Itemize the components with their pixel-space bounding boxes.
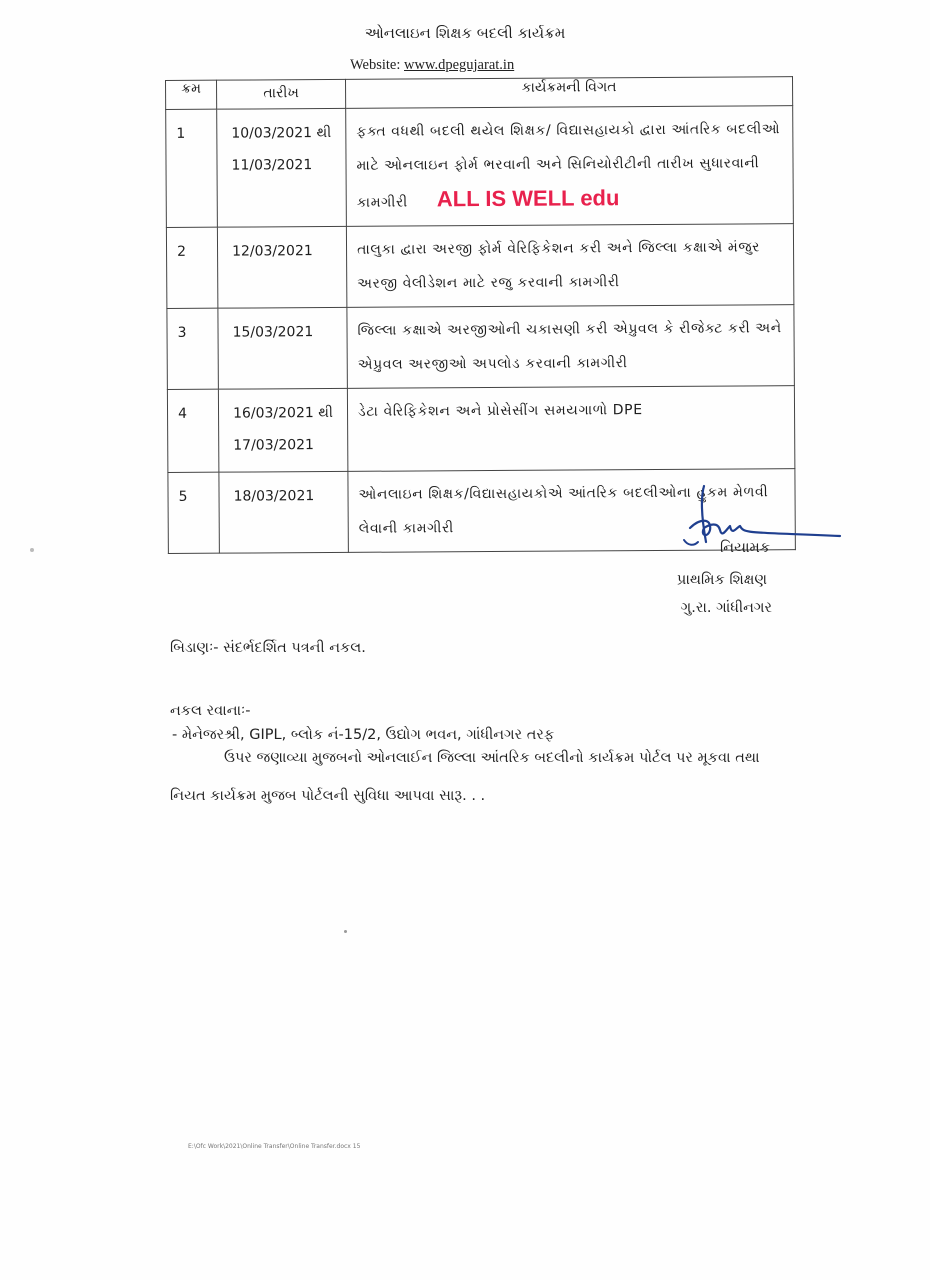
row-date [218, 307, 347, 389]
table-row [166, 224, 793, 309]
row-date-start: 10/03/2021 થી [231, 124, 332, 142]
table-row [167, 386, 794, 473]
row-number: 2 [166, 227, 217, 308]
table-row [167, 305, 794, 390]
file-path: E:\Ofc Work\2021\Online Transfer\Online Transfer.docx 15 [188, 1143, 361, 1150]
row-number: 5 [168, 472, 219, 553]
copy-to-purpose-line1 [224, 750, 760, 766]
row-date-end: 17/03/2021 [233, 437, 314, 454]
row-description [346, 106, 794, 227]
row-description: ડેટા વેરિફિકેશન અને પ્રોસેસીંગ સમયગાળો DPE [347, 386, 794, 472]
row-date [218, 388, 348, 472]
row-date-end: 11/03/2021 [231, 157, 313, 174]
enclosure-line: બિડાણઃ- સંદર્ભદર્શિત પત્રની નકલ. [170, 640, 366, 656]
row-date-start: 16/03/2021 થી [232, 404, 333, 422]
website-url: www.dpegujarat.in [404, 57, 515, 73]
row-description: ઓનલાઇન શિક્ષક/વિદ્યાસહાયકોએ આંતરિક બદલીઓના હુકમ મેળવી લેવાની કામગીરી [348, 469, 795, 553]
row-description: જિલ્લા કક્ષાએ અરજીઓની ચકાસણી કરી એપ્રુવલ કે રીજેક્ટ કરી અને એપ્રુવલ અરજીઓ અપલોડ કરવાની કામગીરી [347, 305, 794, 389]
copy-to-recipient: - મેનેજરશ્રી, GIPL, બ્લોક નં-15/2, ઉદ્યોગ ભવન, ગાંધીનગર તરફ [172, 727, 555, 743]
copy-to-purpose-line2: નિયત કાર્યક્રમ મુજબ પોર્ટલની સુવિધા આપવા સારૂ. . . [170, 788, 486, 804]
row-date-start: 18/03/2021 [233, 488, 315, 505]
website-line [350, 57, 514, 74]
header-description: કાર્યક્રમની વિગત [345, 77, 792, 109]
row-number: 1 [166, 109, 218, 227]
document-title: ઓનલાઇન શિક્ષક બદલી કાર્યક્રમ [364, 24, 566, 42]
row-date-start: 12/03/2021 [232, 243, 313, 260]
scan-speck [344, 930, 347, 933]
row-date [219, 471, 348, 553]
website-label: Website: [350, 57, 401, 73]
row-date [217, 108, 347, 227]
table-row [166, 106, 794, 228]
row-description-text: ફક્ત વધથી બદલી થયેલ શિક્ષક/ વિદ્યાસહાયકો દ્વારા આંતરિક બદલીઓ માટે ઓનલાઇન ફોર્મ ભરવાની અને સિનિયોરીટીની તારીખ સુધારવાની કામગીરી [356, 121, 781, 211]
copy-to-purpose-text1: ઉપર જણાવ્યા મુજબનો ઓનલાઈન જિલ્લા આંતરિક બદલીનો કાર્યક્રમ પોર્ટલ પર મૂકવા તથા [224, 750, 760, 766]
row-date-start: 15/03/2021 [232, 324, 314, 341]
table-header-row [166, 77, 793, 110]
signatory-department: પ્રાથમિક શિક્ષણ [676, 572, 767, 588]
header-number: ક્રમ [166, 80, 217, 109]
header-date: તારીખ [217, 79, 346, 109]
row-date [217, 226, 346, 308]
row-number: 3 [167, 308, 218, 389]
watermark-text: ALL IS WELL edu [436, 185, 620, 212]
row-number: 4 [167, 389, 219, 472]
signatory-place: ગુ.રા. ગાંધીનગર [680, 600, 772, 616]
scan-speck [30, 548, 34, 552]
copy-to-label: નકલ રવાનાઃ- [170, 703, 251, 719]
row-description: તાલુકા દ્વારા અરજી ફોર્મ વેરિફિકેશન કરી અને જિલ્લા કક્ષાએ મંજુર અરજી વેલીડેશન માટે રજુ કરવાની કામગીરી [346, 224, 793, 308]
signatory-designation: નિયામક [720, 540, 770, 556]
